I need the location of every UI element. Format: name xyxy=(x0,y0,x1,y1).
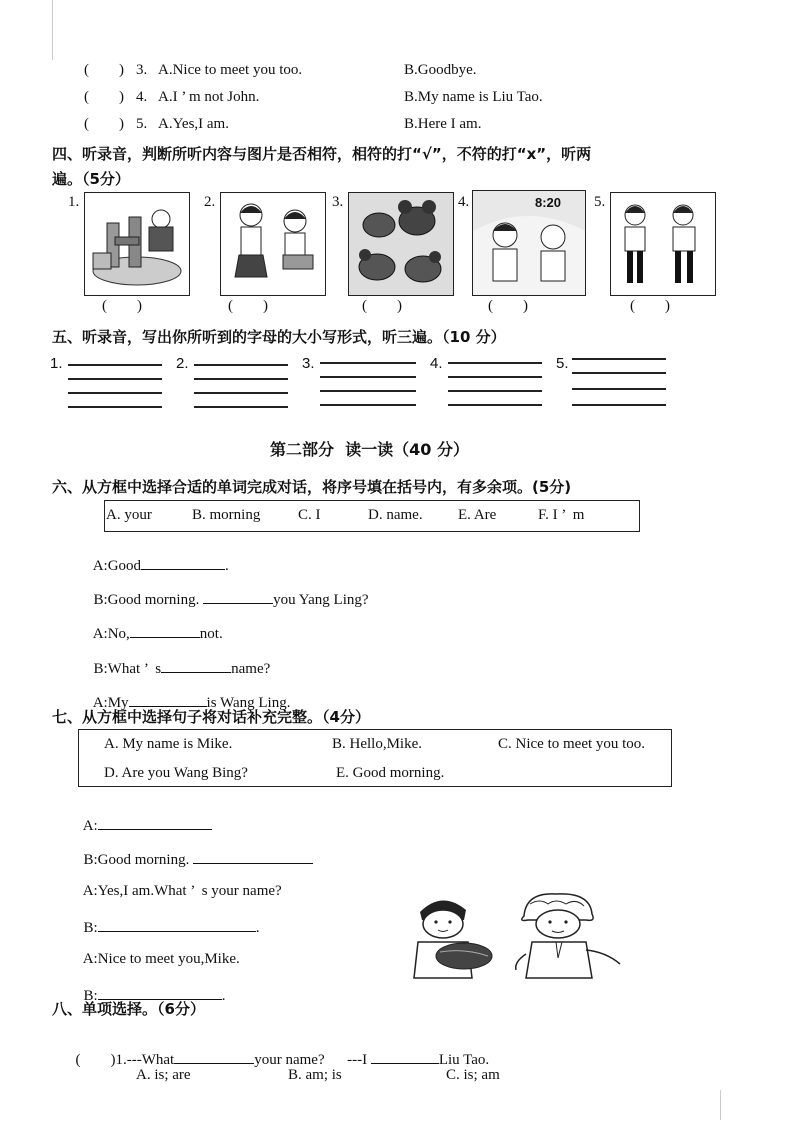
section4-title: 四、听录音，判断所听内容与图片是否相符，相符的打“√”，不符的打“x”，听两 xyxy=(52,145,592,163)
writing-line[interactable] xyxy=(194,392,288,394)
question-text: 1.---What xyxy=(115,1052,175,1068)
paren-5: ( ) xyxy=(84,116,124,132)
writing-line[interactable] xyxy=(68,378,162,380)
dialogue-text: A:No, xyxy=(92,626,130,642)
writing-line[interactable] xyxy=(572,372,666,374)
item-5-option-a: A.Yes,I am. xyxy=(158,116,229,132)
writing-line[interactable] xyxy=(320,404,416,406)
item-4-num: 4. xyxy=(136,89,148,105)
section4-title-cont: 遍。（5分） xyxy=(52,170,130,188)
writing-line[interactable] xyxy=(572,404,666,406)
word-option-c: C. I xyxy=(298,507,321,523)
picture-3-num: 3. xyxy=(332,194,344,210)
picture-3-answer-paren[interactable]: ( ) xyxy=(362,298,402,314)
writing-line[interactable] xyxy=(68,392,162,394)
margin-line xyxy=(720,1090,721,1120)
dialogue-text: B:Good morning. xyxy=(93,592,200,608)
dialogue-text: A:Nice to meet you,Mike. xyxy=(82,951,240,967)
dialogue-text: not. xyxy=(199,626,223,642)
section6-title: 六、从方框中选择合适的单词完成对话，将序号填在括号内，有多余项。(5分) xyxy=(52,478,572,496)
choice-a: A. is; are xyxy=(136,1067,191,1083)
word-option-b: B. morning xyxy=(192,507,261,523)
picture-5-num: 5. xyxy=(594,194,606,210)
writing-line[interactable] xyxy=(194,364,288,366)
dialogue-line xyxy=(86,606,223,643)
item-5-option-b: B.Here I am. xyxy=(404,116,482,132)
writing-line[interactable] xyxy=(194,378,288,380)
item-5-num: 5. xyxy=(136,116,148,132)
dialogue-text: A:Yes,I am.What ’ s your name? xyxy=(82,883,282,899)
dialogue-text: . xyxy=(255,920,260,936)
fill-blank[interactable] xyxy=(193,849,313,864)
writing-line[interactable] xyxy=(68,364,162,366)
picture-2-answer-paren[interactable]: ( ) xyxy=(228,298,268,314)
dialogue-text: A:My xyxy=(92,695,129,711)
section7-title: 七、从方框中选择句子将对话补充完整。（4分） xyxy=(52,708,370,726)
margin-line xyxy=(52,0,53,60)
picture-1-answer-paren[interactable]: ( ) xyxy=(102,298,142,314)
item-4-option-b: B.My name is Liu Tao. xyxy=(404,89,543,105)
question-text: your name? xyxy=(254,1052,325,1068)
fill-blank[interactable] xyxy=(130,623,200,638)
dialogue-line xyxy=(76,832,313,869)
fill-blank[interactable] xyxy=(203,589,273,604)
fill-blank[interactable] xyxy=(161,658,231,673)
word-option-e: E. Are xyxy=(458,507,497,523)
dialogue-text: . xyxy=(221,988,226,1004)
writing-line[interactable] xyxy=(572,358,666,360)
question-text: Liu Tao. xyxy=(438,1052,490,1068)
writing-line[interactable] xyxy=(194,406,288,408)
picture-4-num: 4. xyxy=(458,194,470,210)
dialogue-text: B: xyxy=(83,988,98,1004)
dialogue-text: B: xyxy=(83,920,98,936)
dialogue-text: B:Good morning. xyxy=(83,852,190,868)
fill-blank[interactable] xyxy=(174,1049,254,1064)
word-option-d: D. name. xyxy=(368,507,423,523)
section5-title: 五、听录音，写出你所听到的字母的大小写形式，听三遍。（10 分） xyxy=(52,328,506,346)
dialogue-line xyxy=(86,572,369,609)
sentence-option-c: C. Nice to meet you too. xyxy=(498,736,646,752)
writing-4-num: 4. xyxy=(430,355,443,372)
writing-line[interactable] xyxy=(320,390,416,392)
clock-time: 8:20 xyxy=(535,195,562,210)
fill-blank[interactable] xyxy=(98,815,212,830)
fill-blank[interactable] xyxy=(141,555,225,570)
writing-3-num: 3. xyxy=(302,355,315,372)
boy-girl-greeting-picture xyxy=(220,192,326,296)
writing-line[interactable] xyxy=(448,390,542,392)
picture-4-answer-paren[interactable]: ( ) xyxy=(488,298,528,314)
question-1 xyxy=(68,1032,489,1069)
picture-1-num: 1. xyxy=(68,194,80,210)
item-3-num: 3. xyxy=(136,62,148,78)
dialogue-line xyxy=(86,538,229,575)
word-option-f: F. I ’ m xyxy=(538,507,585,523)
dialogue-line xyxy=(86,641,270,678)
choice-c: C. is; am xyxy=(446,1067,500,1083)
toy-robot-picture xyxy=(84,192,190,296)
choice-b: B. am; is xyxy=(288,1067,342,1083)
writing-line[interactable] xyxy=(572,388,666,390)
dialogue-text: A: xyxy=(82,818,98,834)
word-option-a: A. your xyxy=(106,507,152,523)
sentence-option-e: E. Good morning. xyxy=(336,765,445,781)
item-4-option-a: A.I ’ m not John. xyxy=(158,89,260,105)
dialogue-text: A:Good xyxy=(92,558,142,574)
item-3-option-b: B.Goodbye. xyxy=(404,62,477,78)
writing-line[interactable] xyxy=(448,404,542,406)
writing-line[interactable] xyxy=(320,362,416,364)
dialogue-line xyxy=(76,934,240,968)
writing-line[interactable] xyxy=(68,406,162,408)
section8-title: 八、单项选择。（6分） xyxy=(52,1000,205,1018)
cartoon-mice-picture xyxy=(348,192,454,296)
writing-2-num: 2. xyxy=(176,355,189,372)
question-text: ---I xyxy=(347,1052,368,1068)
sentence-option-b: B. Hello,Mike. xyxy=(332,736,422,752)
dialogue-text: you Yang Ling? xyxy=(273,592,369,608)
writing-line[interactable] xyxy=(448,376,542,378)
two-boys-clock-picture xyxy=(472,190,586,296)
paren-4: ( ) xyxy=(84,89,124,105)
paren-3: ( ) xyxy=(84,62,124,78)
dialogue-text: B:What ’ s xyxy=(93,661,162,677)
sentence-option-a: A. My name is Mike. xyxy=(104,736,233,752)
dialogue-line xyxy=(76,866,282,900)
fill-blank[interactable] xyxy=(129,692,207,707)
two-children-picture xyxy=(610,192,716,296)
fill-blank[interactable] xyxy=(371,1049,439,1064)
fill-blank[interactable] xyxy=(98,917,256,932)
sentence-option-d: D. Are you Wang Bing? xyxy=(104,765,248,781)
part2-title: 第二部分 读一读（40 分） xyxy=(270,440,469,459)
picture-2-num: 2. xyxy=(204,194,216,210)
dialogue-text: . xyxy=(225,558,229,574)
writing-line[interactable] xyxy=(320,376,416,378)
item-3-option-a: A.Nice to meet you too. xyxy=(158,62,303,78)
writing-1-num: 1. xyxy=(50,355,63,372)
answer-paren[interactable]: ( ) xyxy=(75,1052,116,1068)
picture-5-answer-paren[interactable]: ( ) xyxy=(630,298,670,314)
writing-line[interactable] xyxy=(448,362,542,364)
two-boys-picture xyxy=(398,872,620,962)
dialogue-line xyxy=(76,798,212,835)
dialogue-text: is Wang Ling. xyxy=(206,695,291,711)
dialogue-text: name? xyxy=(231,661,271,677)
dialogue-line xyxy=(76,900,259,937)
writing-5-num: 5. xyxy=(556,355,569,372)
